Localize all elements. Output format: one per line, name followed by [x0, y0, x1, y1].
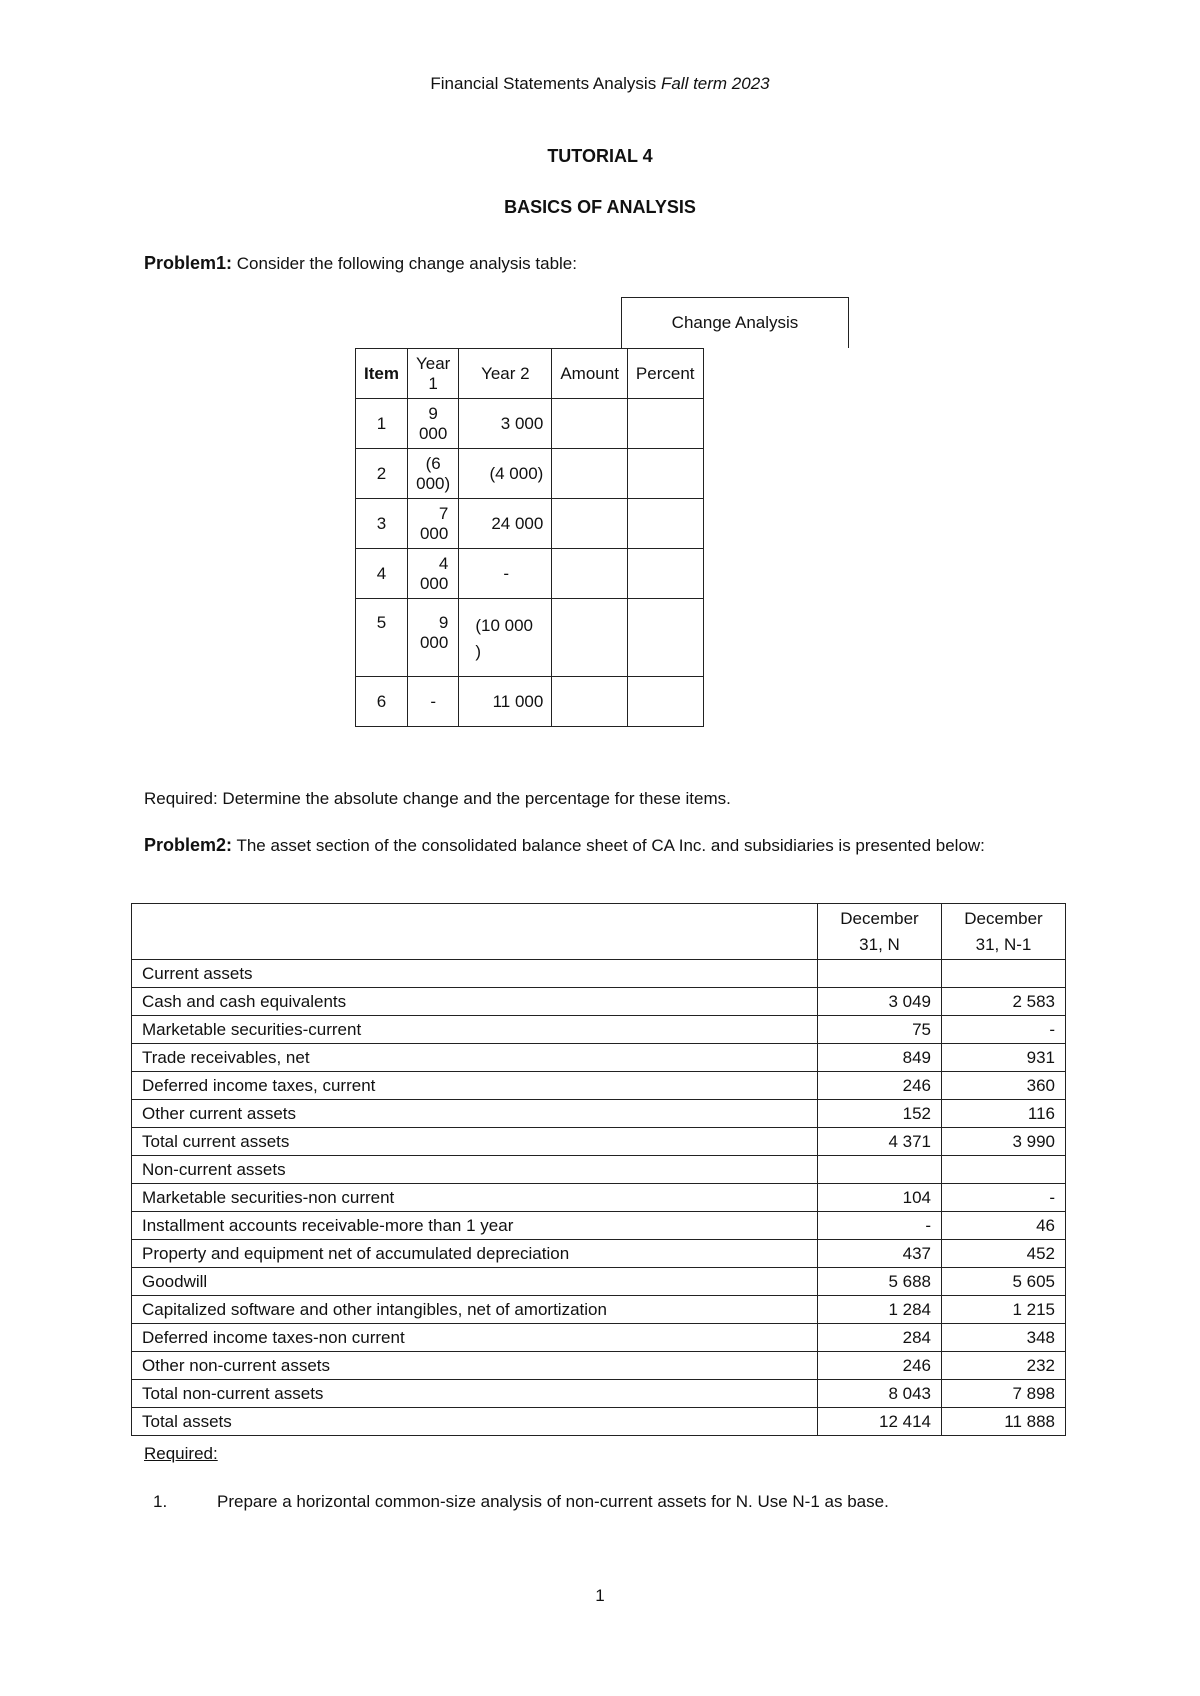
- table-row: [132, 1072, 1066, 1100]
- list-text: Prepare a horizontal common-size analysis of non-current assets for N. Use N-1 as base.: [217, 1492, 889, 1511]
- table-row: [132, 1324, 1066, 1352]
- year2-cell: 11 000: [459, 677, 552, 727]
- amount-cell: [552, 449, 628, 499]
- value-n: 5 688: [818, 1268, 942, 1296]
- list-number: 1.: [153, 1492, 168, 1511]
- amount-cell: [552, 677, 628, 727]
- table-row: [132, 1380, 1066, 1408]
- page-number: 1: [595, 1586, 605, 1605]
- change-analysis-table: [355, 348, 704, 727]
- year1-cell: 9 000: [407, 399, 458, 449]
- row-label: Total non-current assets: [132, 1380, 818, 1408]
- table-row: [132, 1100, 1066, 1128]
- year2-cell: 3 000: [459, 399, 552, 449]
- value-n1: 5 605: [942, 1268, 1066, 1296]
- table-row: [132, 1184, 1066, 1212]
- item-cell: 3: [356, 499, 408, 549]
- value-n: 246: [818, 1352, 942, 1380]
- percent-cell: [627, 399, 703, 449]
- table-row: [356, 599, 704, 677]
- table-row: [356, 677, 704, 727]
- year2-cell: [459, 599, 552, 677]
- table-row: [132, 960, 1066, 988]
- value-n: [818, 1156, 942, 1184]
- value-n1: 348: [942, 1324, 1066, 1352]
- year1-cell: -: [407, 677, 458, 727]
- tutorial-subtitle: BASICS OF ANALYSIS: [504, 197, 696, 217]
- year1-cell: 7 000: [407, 499, 458, 549]
- row-label: Current assets: [132, 960, 818, 988]
- column-header: Amount: [552, 349, 628, 399]
- table-row: [356, 399, 704, 449]
- value-n: 849: [818, 1044, 942, 1072]
- value-n1: -: [942, 1016, 1066, 1044]
- value-n: 284: [818, 1324, 942, 1352]
- column-header-n: December 31, N: [818, 904, 942, 960]
- value-n1: 2 583: [942, 988, 1066, 1016]
- table-header-row: [356, 349, 704, 399]
- value-n1: 931: [942, 1044, 1066, 1072]
- item-cell: 4: [356, 549, 408, 599]
- table-row: [132, 1016, 1066, 1044]
- value-n1: 452: [942, 1240, 1066, 1268]
- row-label: Other non-current assets: [132, 1352, 818, 1380]
- problem2-required: Required:: [144, 1444, 218, 1463]
- year2-cell: (4 000): [459, 449, 552, 499]
- value-n1: 46: [942, 1212, 1066, 1240]
- value-n: 75: [818, 1016, 942, 1044]
- row-label: Capitalized software and other intangibles, net of amortization: [132, 1296, 818, 1324]
- table-row: [132, 1240, 1066, 1268]
- value-n: 104: [818, 1184, 942, 1212]
- value-n1: [942, 960, 1066, 988]
- year1-cell: 9 000: [407, 599, 458, 677]
- change-analysis-header: Change Analysis: [621, 297, 849, 348]
- value-n1: 11 888: [942, 1408, 1066, 1436]
- row-label: Installment accounts receivable-more than 1 year: [132, 1212, 818, 1240]
- table-row: [356, 549, 704, 599]
- table-row: [132, 1128, 1066, 1156]
- percent-cell: [627, 677, 703, 727]
- problem2-text: The asset section of the consolidated balance sheet of CA Inc. and subsidiaries is presented below:: [236, 836, 985, 855]
- table-row: [356, 449, 704, 499]
- amount-cell: [552, 549, 628, 599]
- percent-cell: [627, 549, 703, 599]
- row-label: Property and equipment net of accumulated depreciation: [132, 1240, 818, 1268]
- value-n1: [942, 1156, 1066, 1184]
- table-row: [132, 1296, 1066, 1324]
- amount-cell: [552, 599, 628, 677]
- table-row: [132, 1268, 1066, 1296]
- row-label: Marketable securities-non current: [132, 1184, 818, 1212]
- value-n1: 7 898: [942, 1380, 1066, 1408]
- column-header: Year 2: [459, 349, 552, 399]
- row-label: Deferred income taxes, current: [132, 1072, 818, 1100]
- row-label: Deferred income taxes-non current: [132, 1324, 818, 1352]
- year2-cell: 24 000: [459, 499, 552, 549]
- table-row: [132, 988, 1066, 1016]
- problem1-text: Consider the following change analysis table:: [236, 254, 577, 273]
- row-label: Goodwill: [132, 1268, 818, 1296]
- table-row: [132, 1156, 1066, 1184]
- value-n: 4 371: [818, 1128, 942, 1156]
- value-n: 8 043: [818, 1380, 942, 1408]
- column-header-n1: December 31, N-1: [942, 904, 1066, 960]
- balance-sheet-table: [131, 903, 1066, 1436]
- value-n1: 3 990: [942, 1128, 1066, 1156]
- amount-cell: [552, 399, 628, 449]
- item-cell: 6: [356, 677, 408, 727]
- year1-cell: (6 000): [407, 449, 458, 499]
- table-row: [132, 1408, 1066, 1436]
- percent-cell: [627, 449, 703, 499]
- year2-cell: -: [459, 549, 552, 599]
- problem1-required: Required: Determine the absolute change and the percentage for these items.: [144, 789, 731, 808]
- year2-value: (10 000 ): [475, 616, 533, 661]
- balance-sheet-body: [132, 960, 1066, 1436]
- value-n: 437: [818, 1240, 942, 1268]
- value-n1: -: [942, 1184, 1066, 1212]
- value-n: [818, 960, 942, 988]
- value-n1: 1 215: [942, 1296, 1066, 1324]
- value-n: 246: [818, 1072, 942, 1100]
- value-n1: 360: [942, 1072, 1066, 1100]
- table-header-row: [132, 904, 1066, 960]
- row-label: Non-current assets: [132, 1156, 818, 1184]
- problem1-intro: [144, 250, 1062, 277]
- column-header: Year 1: [407, 349, 458, 399]
- blank-header-cell: [132, 904, 818, 960]
- table-row: [356, 499, 704, 549]
- value-n: 1 284: [818, 1296, 942, 1324]
- table-row: [132, 1212, 1066, 1240]
- percent-cell: [627, 599, 703, 677]
- problem2-intro: [144, 832, 1062, 859]
- value-n: 3 049: [818, 988, 942, 1016]
- problem2-label: Problem2:: [144, 835, 233, 855]
- column-header: Item: [356, 349, 408, 399]
- value-n1: 232: [942, 1352, 1066, 1380]
- table-row: [132, 1044, 1066, 1072]
- year1-cell: 4 000: [407, 549, 458, 599]
- tutorial-title: TUTORIAL 4: [547, 146, 653, 166]
- item-cell: 1: [356, 399, 408, 449]
- value-n: 12 414: [818, 1408, 942, 1436]
- item-cell: 5: [356, 599, 408, 677]
- value-n: 152: [818, 1100, 942, 1128]
- column-header: Percent: [627, 349, 703, 399]
- problem1-label: Problem1:: [144, 253, 233, 273]
- amount-cell: [552, 499, 628, 549]
- item-cell: 2: [356, 449, 408, 499]
- row-label: Marketable securities-current: [132, 1016, 818, 1044]
- value-n: -: [818, 1212, 942, 1240]
- row-label: Trade receivables, net: [132, 1044, 818, 1072]
- percent-cell: [627, 499, 703, 549]
- row-label: Total assets: [132, 1408, 818, 1436]
- term-label: Fall term 2023: [660, 74, 770, 93]
- course-name: Financial Statements Analysis: [430, 74, 657, 93]
- row-label: Total current assets: [132, 1128, 818, 1156]
- value-n1: 116: [942, 1100, 1066, 1128]
- row-label: Cash and cash equivalents: [132, 988, 818, 1016]
- row-label: Other current assets: [132, 1100, 818, 1128]
- table-row: [132, 1352, 1066, 1380]
- list-item: [153, 1492, 889, 1512]
- page-header: [0, 74, 1200, 94]
